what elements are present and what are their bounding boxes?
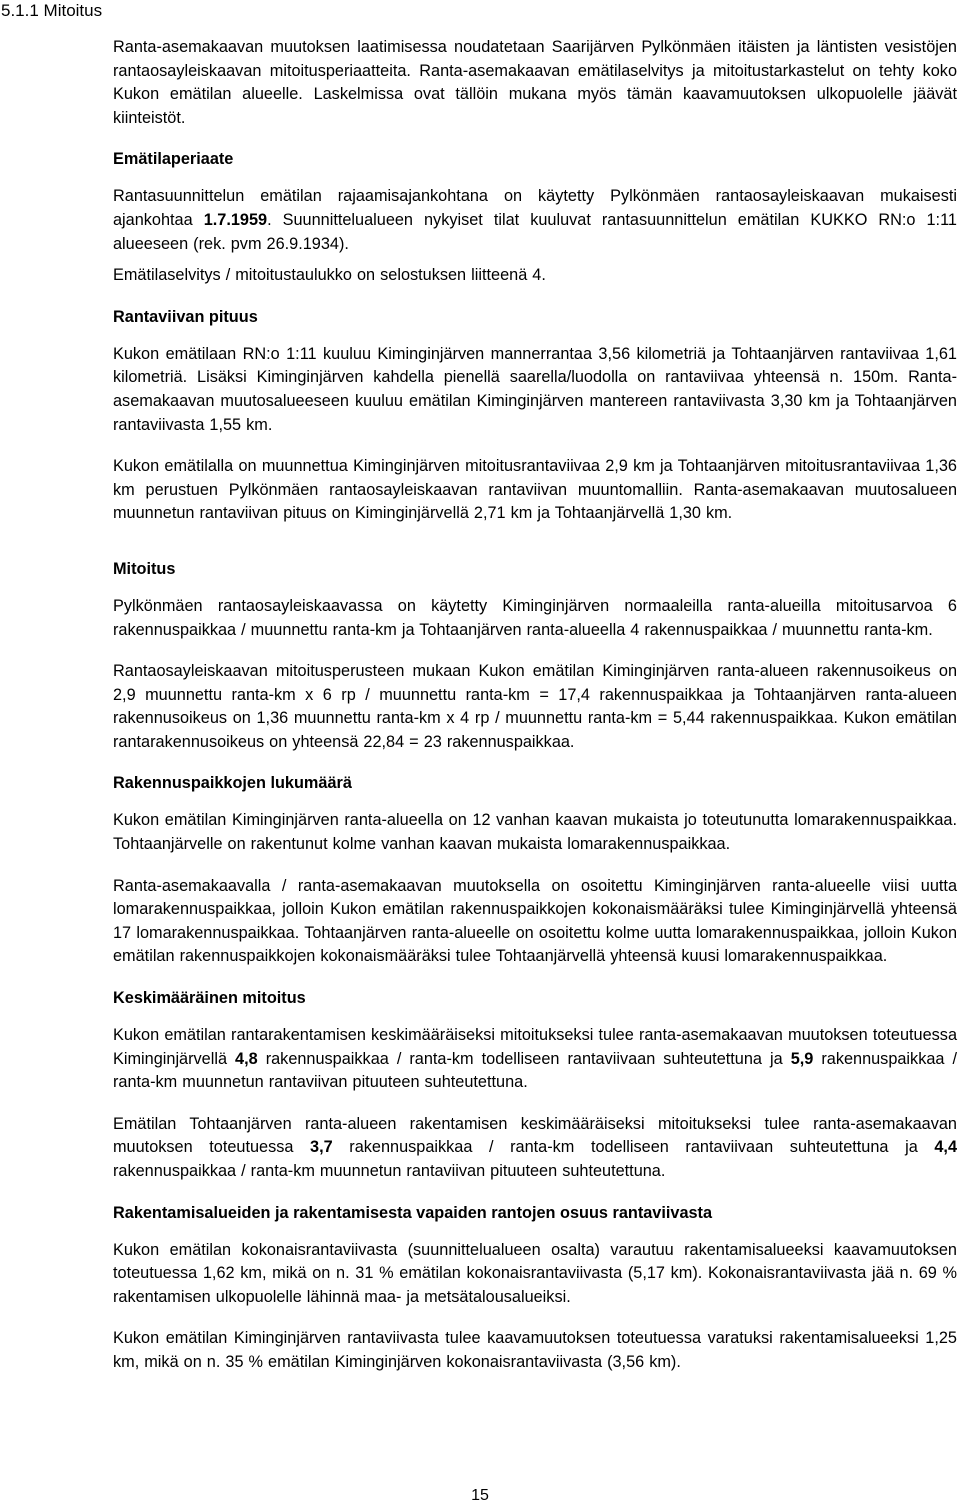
ematilaperiaate-paragraph-2: Emätilaselvitys / mitoitustaulukko on selostuksen liitteenä 4. xyxy=(113,266,546,285)
page-number: 15 xyxy=(471,1487,489,1504)
text-run: Emätilan Tohtaanjärven ranta-alueen rakentamisen keskimääräiseksi mitoitukseksi tulee ranta-asemakaavan muutoksen toteutuessa xyxy=(113,1114,957,1157)
lukumaara-paragraph-1: Kukon emätilan Kiminginjärven ranta-alueella on 12 vanhan kaavan mukaista jo toteutunutta lomarakennuspaikkaa. Tohtaanjärvelle on rakentunut kolme vanhan kaavan mukaista lomarakennuspaikkaa. xyxy=(113,811,957,854)
osuus-paragraph-1: Kukon emätilan kokonaisrantaviivasta (suunnittelualueen osalta) varautuu rakentamisalueeksi kaavamuutoksen toteutuessa 1,62 km, mikä on n. 31 % emätilan kokonaisrantaviivasta (5,17 km). Kokonaisrantaviivasta jää n. 69 % rakentamisen ulkopuolelle lähinnä maa- ja metsätalousalueiksi. xyxy=(113,1240,957,1306)
keskimaarainen-paragraph-2 xyxy=(113,1113,957,1184)
rantaviiva-paragraph-1: Kukon emätilaan RN:o 1:11 kuuluu Kiminginjärven mannerrantaa 3,56 kilometriä ja Tohtaanjärven rantaviivaa 1,61 kilometriä. Lisäksi Kiminginjärven kahdella pienellä saarella/luodolla on rantaviivaa yhteensä n. 150m. Ranta-asemakaavan muutosalueeseen kuuluu emätilan Kiminginjärven mantereen rantaviivasta 3,30 km ja Tohtaanjärven rantaviivasta 1,55 km. xyxy=(113,344,957,434)
text-run: Kukon emätilan rantarakentamisen keskimääräiseksi mitoitukseksi tulee ranta-asemakaavan muutoksen toteutuessa Kiminginjärvellä xyxy=(113,1026,957,1068)
text-run: . Suunnittelualueen nykyiset tilat kuuluvat rantasuunnittelun emätilan KUKKO RN:o 1:11 alueeseen (rek. pvm 26.9.1934). xyxy=(113,210,957,253)
bold-value: 3,7 xyxy=(310,1138,333,1157)
document-body xyxy=(113,36,957,1393)
bold-value: 4,4 xyxy=(934,1138,957,1157)
heading-mitoitus: Mitoitus xyxy=(113,559,176,578)
ematilaperiaate-paragraph-1 xyxy=(113,185,957,256)
bold-date: 1.7.1959 xyxy=(203,210,268,229)
rantaviiva-paragraph-2: Kukon emätilalla on muunnettua Kiminginjärven mitoitusrantaviivaa 2,9 km ja Tohtaanjärven mitoitusrantaviivaa 1,36 km perustuen Pylkönmäen rantaosayleiskaavan rantaviivan muuntomalliin. Ranta-asemakaavan muutosalueen muunnetun rantaviivan pituus on Kiminginjärvellä 2,71 km ja Tohtaanjärvellä 1,30 km. xyxy=(113,457,957,523)
bold-value: 4,8 xyxy=(235,1049,258,1068)
osuus-paragraph-2: Kukon emätilan Kiminginjärven rantaviivasta tulee kaavamuutoksen toteutuessa varatuksi rakentamisalueeksi 1,25 km, mikä on n. 35 % emätilan Kiminginjärven kokonaisrantaviivasta (3,56 km). xyxy=(113,1329,957,1371)
mitoitus-paragraph-2: Rantaosayleiskaavan mitoitusperusteen mukaan Kukon emätilan Kiminginjärven ranta-alueen rakennusoikeus on 2,9 muunnettu ranta-km x 6 rp / muunnettu ranta-km = 17,4 rakennuspaikkaa ja Tohtaanjärven ranta-alueen rakennusoikeus on 1,36 muunnettu ranta-km x 4 rp / muunnettu ranta-km = 5,44 rakennuspaikkaa. Kukon emätilan rantarakennusoikeus on yhteensä 22,84 = 23 rakennuspaikkaa. xyxy=(113,662,957,751)
mitoitus-paragraph-1: Pylkönmäen rantaosayleiskaavassa on käytetty Kiminginjärven normaaleilla ranta-alueilla mitoitusarvoa 6 rakennuspaikkaa / muunnettu ranta-km ja Tohtaanjärven ranta-alueella 4 rakennuspaikkaa / muunnettu ranta-km. xyxy=(113,596,957,639)
heading-ematilaperiaate: Emätilaperiaate xyxy=(113,150,234,169)
heading-keskimaarainen-mitoitus: Keskimääräinen mitoitus xyxy=(113,989,306,1008)
heading-rakentamisalueiden-osuus: Rakentamisalueiden ja rakentamisesta vapaiden rantojen osuus rantaviivasta xyxy=(113,1203,713,1222)
heading-rantaviivan-pituus: Rantaviivan pituus xyxy=(113,307,258,326)
section-title: 5.1.1 Mitoitus xyxy=(1,1,103,20)
text-run: rakennuspaikkaa / ranta-km todelliseen rantaviivaan suhteutettuna ja xyxy=(332,1138,935,1157)
text-run: rakennuspaikkaa / ranta-km muunnetun rantaviivan pituuteen suhteutettuna. xyxy=(113,1162,666,1180)
text-run: rakennuspaikkaa / ranta-km muunnetun rantaviivan pituuteen suhteutettuna. xyxy=(113,1049,957,1092)
keskimaarainen-paragraph-1 xyxy=(113,1024,957,1095)
intro-paragraph: Ranta-asemakaavan muutoksen laatimisessa noudatetaan Saarijärven Pylkönmäen itäisten ja läntisten vesistöjen rantaosayleiskaavan mitoitusperiaatteita. Ranta-asemakaavan emätilaselvitys ja mitoitustarkastelut on tehty koko Kukon emätilan alueelle. Laskelmissa ovat tällöin mukana myös tämän kaavamuutoksen ulkopuolelle jäävät kiinteistöt. xyxy=(113,38,957,127)
text-run: Rantasuunnittelun emätilan rajaamisajankohtana on käytetty Pylkönmäen rantaosayleiskaavan mukaisesti ajankohtaa xyxy=(113,187,957,229)
lukumaara-paragraph-2: Ranta-asemakaavalla / ranta-asemakaavan muutoksella on osoitettu Kiminginjärven ranta-alueelle viisi uutta lomarakennuspaikkaa, jolloin Kukon emätilan rakennuspaikkojen kokonaismääräksi tulee Kiminginjärvellä yhteensä 17 lomarakennuspaikkaa. Tohtaanjärven ranta-alueelle on osoitettu kolme uutta lomarakennuspaikkaa, jolloin Kukon emätilan rakennuspaikkojen kokonaismääräksi tulee Tohtaanjärvellä yhteensä kuusi lomarakennuspaikkaa. xyxy=(113,876,957,966)
bold-value: 5,9 xyxy=(790,1049,814,1068)
heading-rakennuspaikkojen-lukumaara: Rakennuspaikkojen lukumäärä xyxy=(113,774,352,793)
text-run: rakennuspaikkaa / ranta-km todelliseen rantaviivaan suhteutettuna ja xyxy=(257,1049,791,1068)
